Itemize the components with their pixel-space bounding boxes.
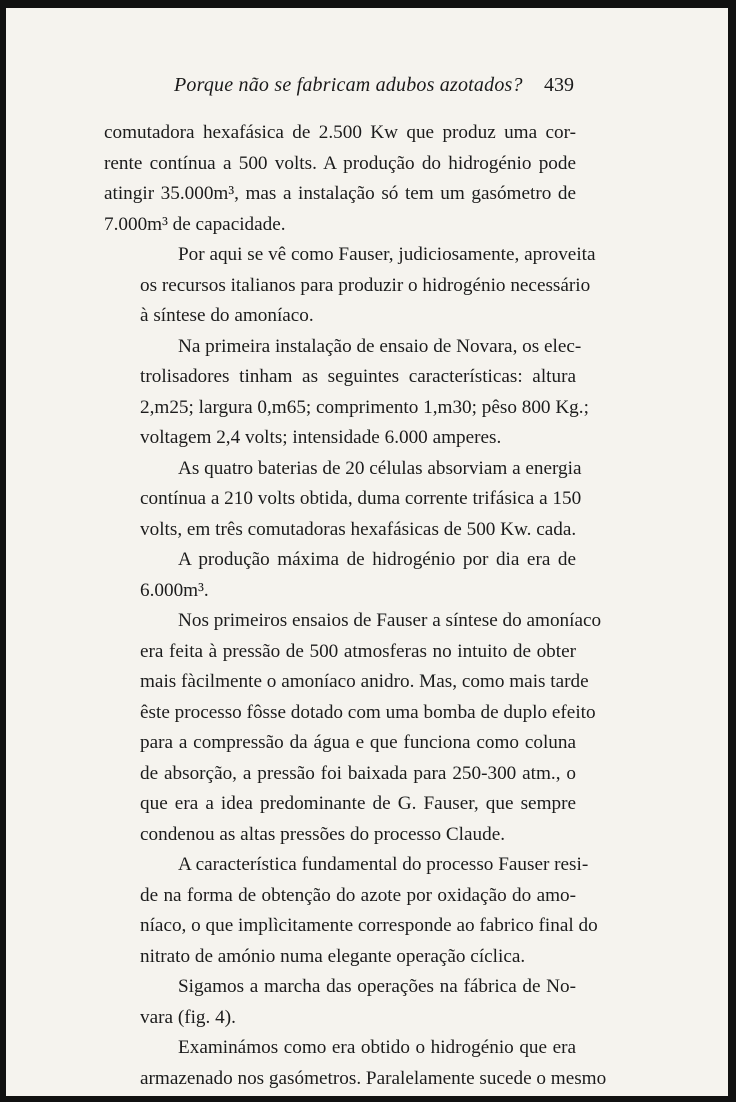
paragraph (104, 606, 602, 850)
paragraph (104, 972, 576, 1033)
paragraph (104, 545, 576, 606)
paragraph (104, 454, 582, 546)
text-line: 6.000m³. (140, 579, 209, 601)
text-line: de absorção, a pressão foi baixada para 250-300 atm., o (140, 762, 576, 784)
text-line: Examinámos como era obtido o hidrogénio que era (178, 1037, 576, 1058)
text-line: Sigamos a marcha das operações na fábrica de No- (178, 976, 576, 997)
text-line: Nos primeiros ensaios de Fauser a síntese do amoníaco (178, 610, 602, 631)
text-line: mais fàcilmente o amoníaco anidro. Mas, como mais tarde (140, 671, 589, 692)
text-line: era feita à pressão de 500 atmosferas no intuito de obter (140, 640, 576, 662)
paragraph (104, 118, 576, 240)
text-line: voltagem 2,4 volts; intensidade 6.000 amperes. (140, 427, 502, 448)
text-line: nitrato de amónio numa elegante operação cíclica. (140, 945, 526, 967)
page-number: 439 (544, 74, 574, 96)
paragraph (104, 1033, 607, 1094)
running-title: Porque não se fabricam adubos azotados? (174, 74, 523, 96)
paragraph (104, 240, 596, 332)
text-line: trolisadores tinham as seguintes características: altura (140, 366, 576, 387)
text-line: de na forma de obtenção do azote por oxidação do amo- (140, 884, 576, 906)
text-line: 2,m25; largura 0,m65; comprimento 1,m30; pêso 800 Kg.; (140, 396, 589, 418)
text-line: os recursos italianos para produzir o hidrogénio necessário (140, 274, 591, 296)
text-line: As quatro baterias de 20 células absorviam a energia (178, 457, 582, 479)
text-line: atingir 35.000m³, mas a instalação só tem um gasómetro de (104, 183, 576, 204)
text-line: que era a idea predominante de G. Fauser, que sempre (140, 793, 576, 814)
text-line: comutadora hexafásica de 2.500 Kw que produz uma cor- (104, 122, 576, 143)
text-line: rente contínua a 500 volts. A produção do hidrogénio pode (104, 152, 576, 174)
text-line: volts, em três comutadoras hexafásicas de 500 Kw. cada. (140, 518, 577, 540)
book-page (6, 8, 728, 1096)
text-line: condenou as altas pressões do processo Claude. (140, 823, 506, 845)
text-line: à síntese do amoníaco. (140, 305, 314, 326)
text-line: A produção máxima de hidrogénio por dia era de (178, 549, 576, 570)
text-line: Por aqui se vê como Fauser, judiciosamente, aproveita (178, 244, 596, 265)
body-text (104, 118, 607, 1094)
text-line: A característica fundamental do processo Fauser resi- (178, 854, 589, 875)
text-line: contínua a 210 volts obtida, duma corrente trifásica a 150 (140, 488, 582, 509)
text-line: armazenado nos gasómetros. Paralelamente sucede o mesmo (140, 1067, 607, 1089)
text-line: êste processo fôsse dotado com uma bomba de duplo efeito (140, 701, 596, 723)
paragraph (104, 332, 589, 454)
text-line: Na primeira instalação de ensaio de Novara, os elec- (178, 335, 582, 357)
text-line: para a compressão da água e que funciona como coluna (140, 732, 576, 753)
paragraph (104, 850, 598, 972)
text-line: vara (fig. 4). (140, 1006, 236, 1028)
text-line: níaco, o que implìcitamente corresponde ao fabrico final do (140, 915, 598, 936)
text-line: 7.000m³ de capacidade. (104, 213, 286, 235)
page-header (6, 72, 728, 112)
